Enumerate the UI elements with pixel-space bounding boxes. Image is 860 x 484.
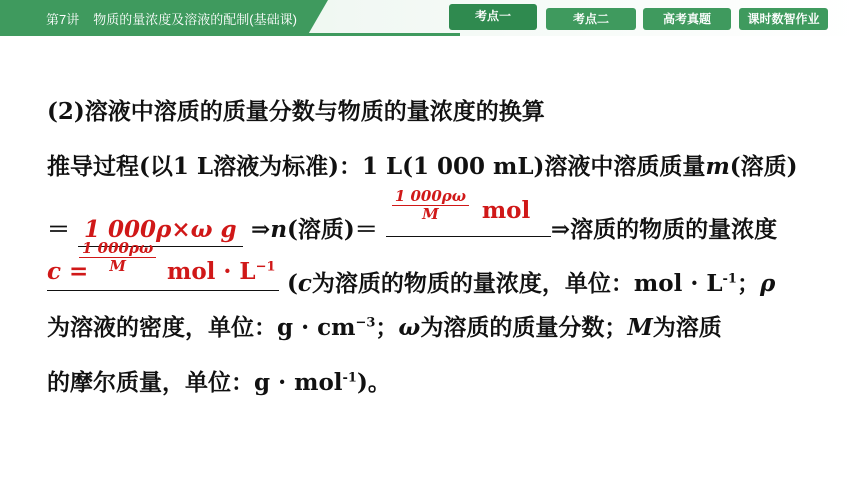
fraction-1-denominator: M: [422, 205, 439, 223]
c-equals: c =: [47, 258, 89, 285]
density-exponent: −3: [355, 315, 376, 331]
section-heading: (2)溶液中溶质的质量分数与物质的量浓度的换算: [47, 98, 545, 125]
molar-mass-text: 的摩尔质量，单位：g · mol: [47, 369, 343, 396]
derivation-line: [47, 151, 798, 183]
equals-sign: ＝: [47, 216, 70, 243]
c-unit-exponent: -1: [722, 271, 737, 287]
fraction-2-denominator: M: [109, 257, 126, 275]
nav-button-kaodian1[interactable]: 考点一: [449, 4, 537, 30]
semicolon-2: ；: [375, 314, 399, 341]
open-paren: (: [279, 270, 298, 297]
c-variable: c: [297, 270, 312, 297]
answer-mol-unit: mol: [481, 197, 531, 224]
M-text: 为溶质: [652, 314, 722, 341]
nav-button-kaodian2[interactable]: 考点二: [546, 8, 636, 30]
unit-text: mol · L: [167, 258, 256, 285]
nav-button-gaokao[interactable]: 高考真题: [643, 8, 731, 30]
derivation-prefix: 推导过程(以1 L溶液为标准)：1 L(1 000 mL)溶液中溶质质量: [47, 153, 706, 180]
c-description: 为溶质的物质的量浓度，单位：mol · L: [311, 270, 723, 297]
fraction-2-numerator: 1 000ρω: [79, 240, 156, 258]
semicolon-1: ；: [736, 270, 760, 297]
fraction-1: [392, 188, 469, 223]
formula-line-n: [47, 187, 778, 247]
definition-line-density: [47, 312, 722, 344]
lecture-name: 物质的量浓度及溶液的配制(基础课): [93, 12, 297, 27]
fraction-2: [79, 240, 156, 275]
chapter-label: 第7讲: [46, 12, 80, 27]
unit-exponent: −1: [255, 259, 276, 275]
rho-variable: ρ: [759, 270, 776, 297]
answer-concentration-unit: [167, 256, 276, 288]
lecture-title: [46, 9, 297, 28]
closing-text: )。: [356, 369, 391, 396]
omega-text: 为溶质的质量分数；: [420, 314, 628, 341]
title-underline: [0, 33, 460, 36]
mass-variable: m: [705, 153, 730, 180]
definition-line-molar-mass: [47, 367, 391, 399]
top-bar: [0, 0, 860, 36]
omega-variable: ω: [398, 314, 421, 341]
n-text: (溶质)＝: [287, 216, 378, 243]
M-variable: M: [627, 314, 653, 341]
answer-mass-text: 1 000ρ×ω g: [84, 216, 237, 243]
implies-arrow-1: ⇒: [251, 216, 271, 243]
fraction-1-numerator: 1 000ρω: [392, 188, 469, 206]
derivation-suffix: (溶质): [729, 153, 798, 180]
density-text: 为溶液的密度，单位：g · cm: [47, 314, 356, 341]
nav-button-homework[interactable]: 课时数智作业: [739, 8, 828, 30]
molar-mass-exponent: -1: [342, 370, 357, 386]
n-variable: n: [270, 216, 288, 243]
implies-concentration: ⇒溶质的物质的量浓度: [550, 216, 778, 243]
